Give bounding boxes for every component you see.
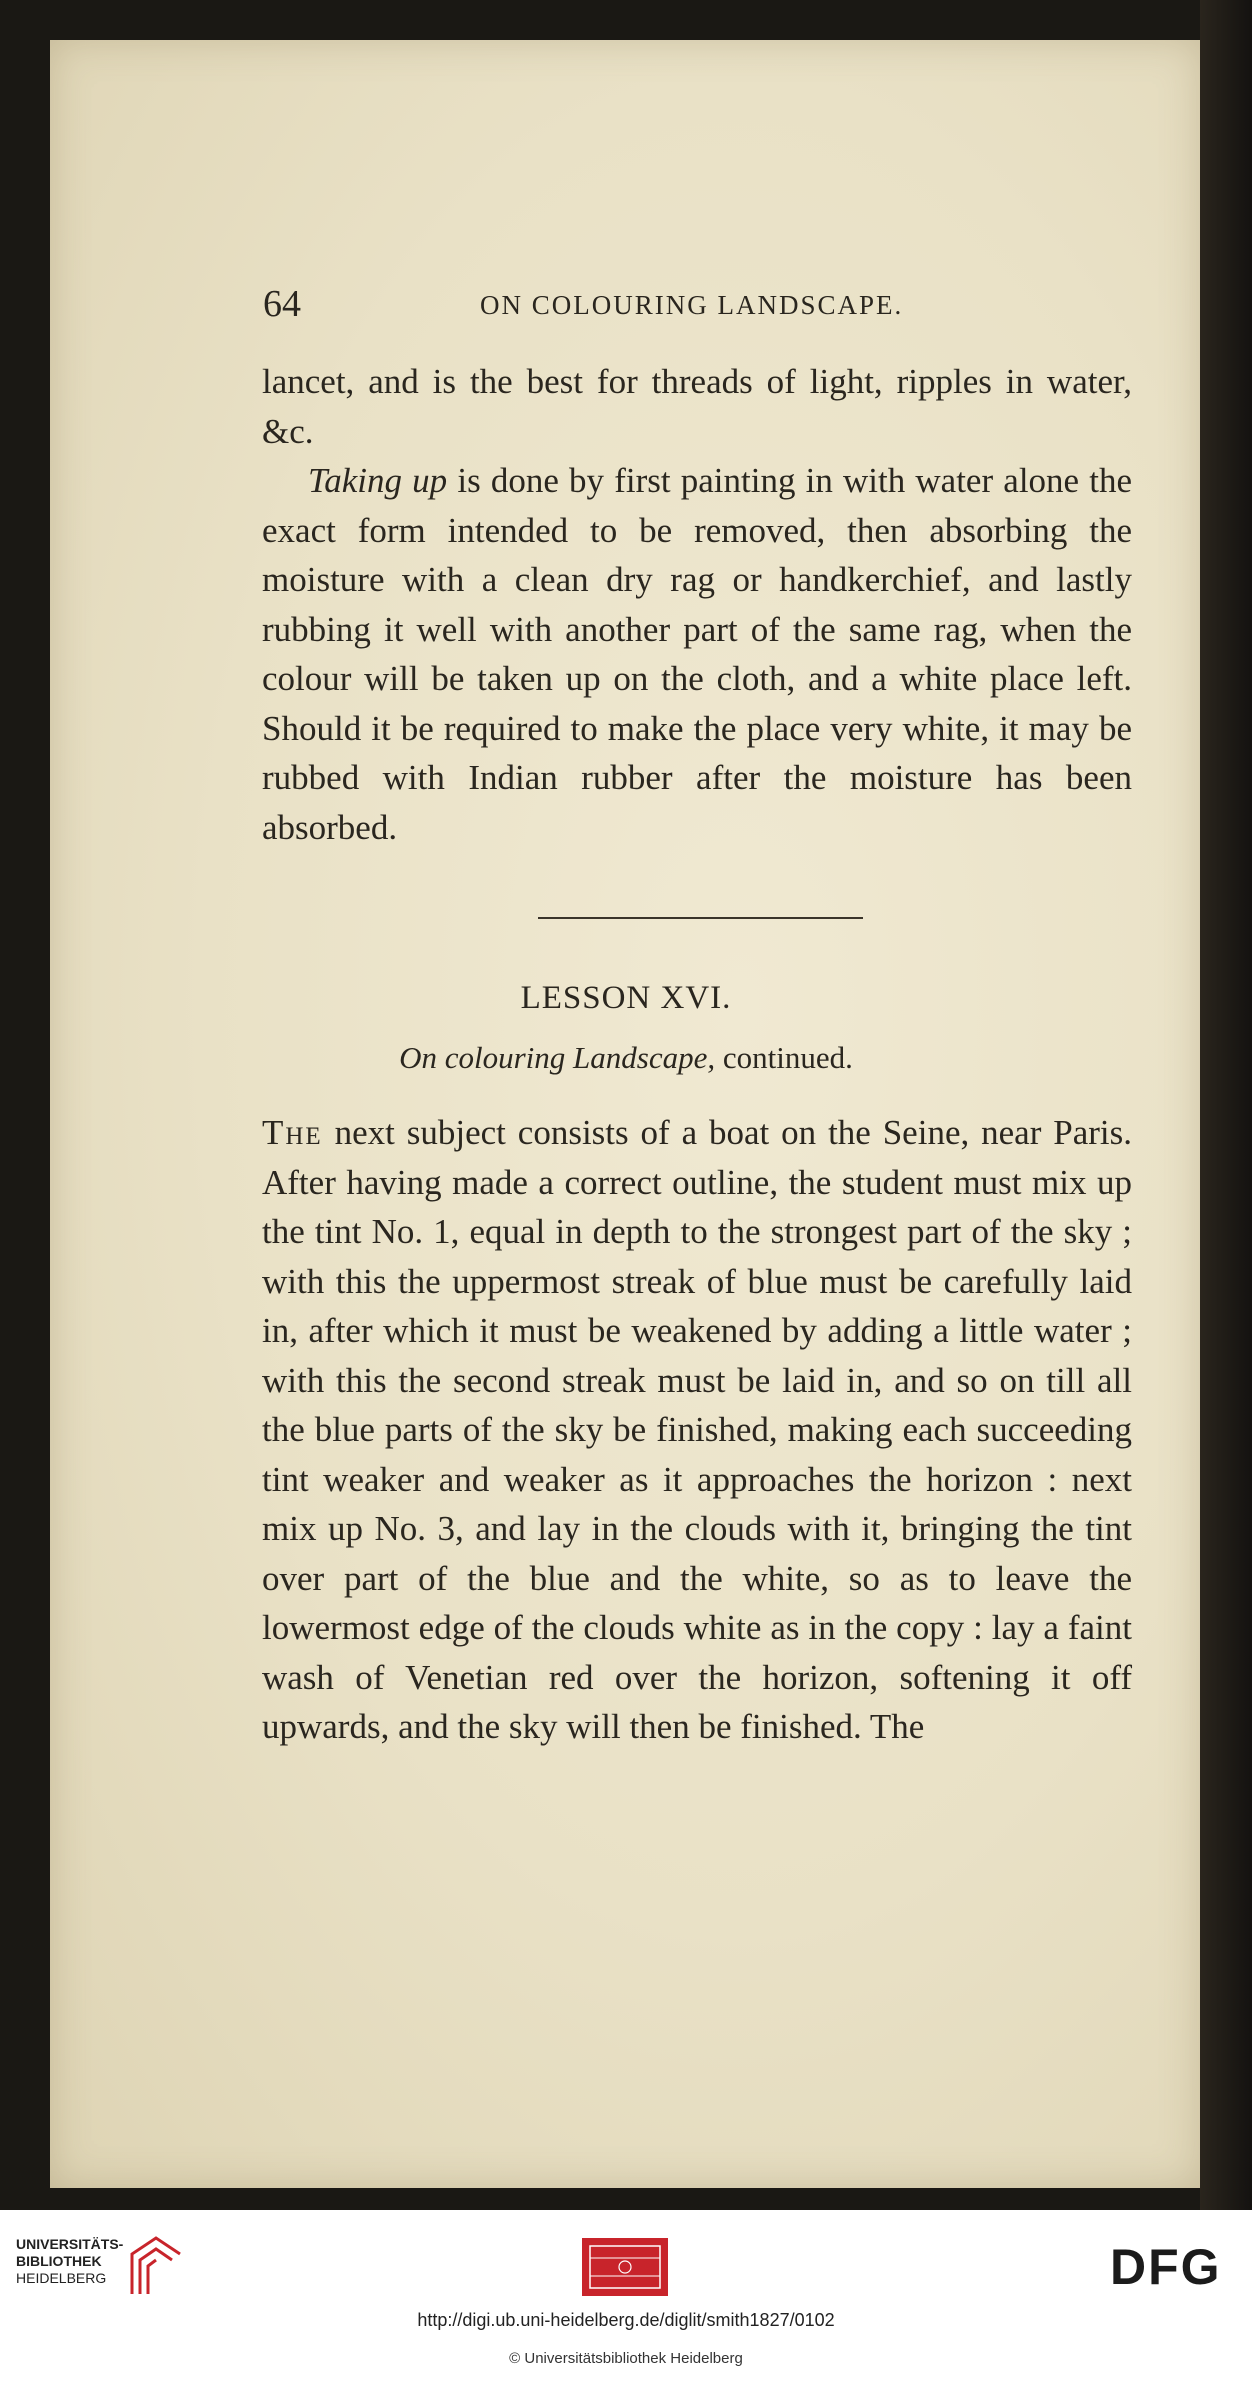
lesson-heading: LESSON XVI.	[520, 980, 732, 1016]
permalink-url[interactable]: http://digi.ub.uni-heidelberg.de/diglit/smith1827/0102	[417, 2310, 835, 2330]
paragraph-taking-up-text: is done by first painting in with water alone the exact form intended to be removed, then absorbing the moisture with a clean dry rag or handkerchief, and lastly rubbing it well with another part of the same rag, when the colour will be taken up on the cloth, and a white place left. Should it be required to make the place very white, it may be rubbed with Indian rubber after the moisture has been absorbed.	[262, 461, 1132, 847]
lesson-subtitle	[0, 1040, 1252, 1076]
lesson-subtitle-rest: continued.	[715, 1040, 853, 1075]
paragraph-taking-up	[262, 456, 1132, 852]
lesson-subtitle-italic: On colouring Landscape,	[399, 1040, 716, 1075]
library-name-line-1: UNIVERSITÄTS-	[16, 2236, 124, 2252]
page-number: 64	[263, 283, 301, 325]
paragraph-lancet	[262, 357, 1132, 456]
section-divider	[538, 917, 863, 919]
library-name	[16, 2236, 126, 2287]
library-logo[interactable]	[16, 2230, 186, 2300]
library-name-line-2: BIBLIOTHEK	[16, 2253, 102, 2269]
library-name-line-3: HEIDELBERG	[16, 2270, 107, 2286]
dfg-logo[interactable]: DFG	[1110, 2239, 1222, 2295]
paragraph-lesson-lead: The	[262, 1113, 323, 1152]
paragraph-lesson-body	[262, 1108, 1132, 1752]
digitization-footer	[0, 2210, 1252, 2382]
running-head: ON COLOURING LANDSCAPE.	[480, 290, 904, 320]
page-edge-shadow	[1200, 0, 1252, 2210]
library-mark-icon	[126, 2232, 186, 2298]
paragraph-lesson-text: next subject consists of a boat on the Seine, near Paris. After having made a correct outline, the student must mix up the tint No. 1, equal in depth to the strongest part of the sky ; with this the uppermost streak of blue must be carefully laid in, after which it must be weakened by adding a little water ; with this the second streak must be laid in, and so on till all the blue parts of the sky be finished, making each succeeding tint weaker and weaker as it approaches the horizon : next mix up No. 3, and lay in the clouds with it, bringing the tint over part of the blue and the white, so as to leave the lowermost edge of the clouds white as in the copy : lay a faint wash of Venetian red over the horizon, softening it off upwards, and the sky will then be finished. The	[262, 1113, 1132, 1746]
paragraph-taking-up-lead: Taking up	[308, 461, 448, 500]
heidelberg-historic-literature-logo[interactable]	[582, 2238, 668, 2296]
paragraph-lancet-text: lancet, and is the best for threads of light, ripples in water, &c.	[262, 362, 1132, 451]
copyright-notice: © Universitätsbibliothek Heidelberg	[509, 2350, 743, 2367]
